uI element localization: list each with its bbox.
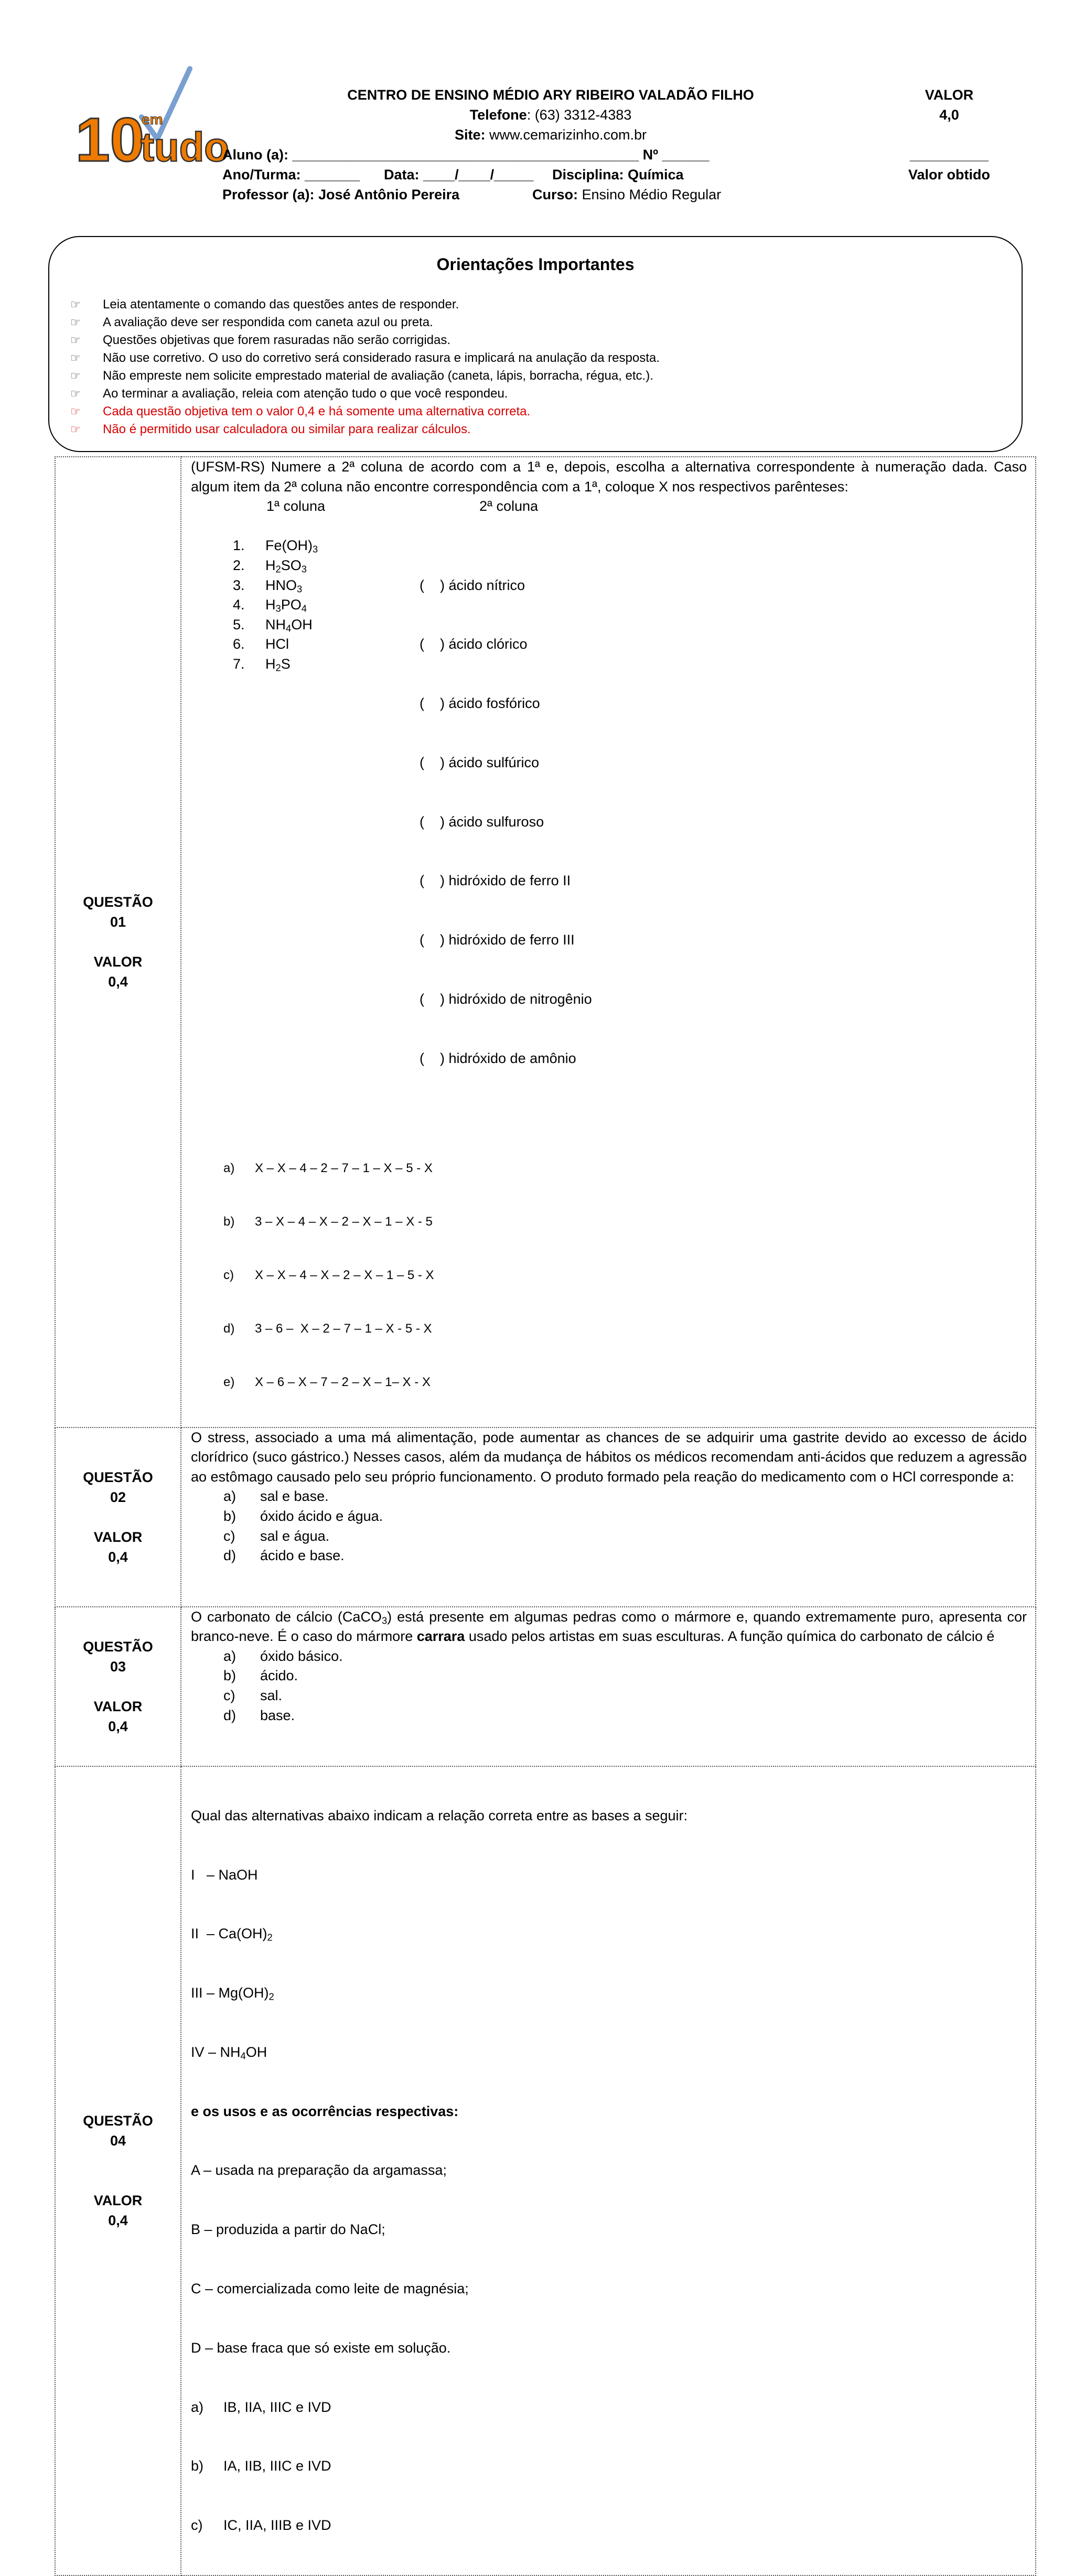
use-b: B – produzida a partir do NaCl; — [191, 2221, 385, 2238]
question-body — [181, 1427, 1036, 1607]
curso-label: Curso: — [532, 187, 578, 202]
disciplina: Disciplina: Química — [552, 167, 684, 183]
list-item[interactable]: ( ) hidróxido de ferro II — [420, 873, 571, 889]
option-c[interactable]: c) IC, IIA, IIIB e IVD — [191, 2517, 331, 2534]
option-c[interactable]: c) X – X – 4 – X – 2 – X – 1 – 5 - X — [223, 1268, 434, 1282]
column-titles: 1ª coluna 2ª coluna — [266, 498, 539, 514]
matching-columns — [191, 536, 1027, 1108]
question-label-cell: QUESTÃO 01 VALOR 0,4 — [55, 457, 181, 1427]
school-logo — [73, 66, 229, 175]
option-d[interactable]: d) ácido e base. — [223, 1548, 345, 1564]
question-body — [181, 1607, 1036, 1766]
site-line — [336, 125, 766, 145]
valor-obtido-label: Valor obtido — [908, 167, 990, 183]
option-d[interactable]: d) base. — [223, 1707, 295, 1723]
option-c[interactable]: c) sal. — [223, 1687, 283, 1703]
option-b[interactable]: b) 3 – X – 4 – X – 2 – X – 1 – X - 5 — [223, 1214, 433, 1229]
list-item: ☞ Não use corretivo. O uso do corretivo será considerado rasura e implicará na anulação da resposta. — [70, 349, 660, 367]
valor-label: VALOR — [925, 87, 974, 103]
list-item: ☞ Leia atentamente o comando das questões antes de responder. — [70, 296, 660, 314]
question-statement: O stress, associado a uma má alimentação, pode aumentar as chances de se adquirir uma gastrite devido ao excesso de ácido clorídrico (suco gástrico.) Nesses casos, além da mudança de hábitos os médicos recomendam anti-ácidos que reduzem a agressão ao estômago causado pelo seu próprio funcionamento. O produto formado pela reação do medicamento com o HCl corresponde a: — [191, 1429, 1027, 1485]
use-d: D – base fraca que só existe em solução. — [191, 2339, 451, 2356]
list-item[interactable]: ( ) ácido nítrico — [420, 577, 525, 593]
site-label: Site: — [454, 127, 486, 143]
pointing-hand-icon: ☞ — [70, 423, 81, 436]
list-item[interactable]: ( ) ácido clórico — [420, 636, 528, 652]
option-c[interactable]: c) sal e água. — [223, 1528, 330, 1544]
question-row-04 — [55, 1766, 1036, 2575]
question-body — [181, 457, 1036, 1427]
orientations-box — [48, 236, 1023, 452]
list-item[interactable]: ( ) ácido sulfúrico — [420, 754, 540, 770]
pointing-hand-icon: ☞ — [70, 405, 81, 418]
pointing-hand-icon: ☞ — [70, 369, 81, 382]
base-iv: IV – $NH_4OH$ — [191, 2044, 267, 2062]
base-ii: II – $Ca(OH)_2$ — [191, 1926, 273, 1943]
base-i: I – NaOH — [191, 1866, 258, 1883]
valor-obtido-line[interactable]: __________ — [909, 147, 989, 163]
option-a[interactable]: a) sal e base. — [223, 1488, 329, 1505]
question-row-01 — [55, 457, 1036, 1427]
option-a[interactable]: a) IB, IIA, IIIC e IVD — [191, 2399, 331, 2415]
question-label-cell: QUESTÃO 02 VALOR 0,4 — [55, 1427, 181, 1607]
phone-line — [336, 105, 766, 125]
logo-tudo: tudo — [141, 124, 229, 170]
base-iii: III – $Mg(OH)_2$ — [191, 1985, 274, 2002]
list-item[interactable]: ( ) ácido sulfuroso — [420, 813, 544, 830]
question-statement: Qual das alternativas abaixo indicam a relação correta entre as bases a seguir: — [191, 1807, 688, 1823]
question-statement: O carbonato de cálcio (CaCO$_3$) está presente em algumas pedras como o mármore e, quando extremamente puro, apresenta cor branco-neve. É o caso do mármore carrara usado pelos artistas em suas esculturas. A função química do carbonato de cálcio é — [191, 1608, 1027, 1645]
question-label-cell: QUESTÃO 04 VALOR 0,4 — [55, 1766, 181, 2575]
curso-line — [532, 185, 721, 205]
option-a[interactable]: a) óxido básico. — [223, 1648, 343, 1664]
orientations-list — [70, 296, 660, 438]
pointing-hand-icon: ☞ — [70, 316, 81, 329]
option-e[interactable]: e) X – 6 – X – 7 – 2 – X – 1– X - X — [223, 1375, 431, 1389]
list-item: ☞ A avaliação deve ser respondida com caneta azul ou preta. — [70, 314, 660, 331]
list-item[interactable]: ( ) hidróxido de nitrogênio — [420, 991, 592, 1007]
list-item-red: ☞ Não é permitido usar calculadora ou similar para realizar cálculos. — [70, 421, 660, 438]
list-item-red: ☞ Cada questão objetiva tem o valor 0,4 e há somente uma alternativa correta. — [70, 403, 660, 421]
list-item[interactable]: ( ) hidróxido de amônio — [420, 1050, 576, 1066]
aluno-field[interactable]: Aluno (a): ____________________________________________ Nº ______ — [222, 147, 710, 163]
pointing-hand-icon: ☞ — [70, 334, 81, 347]
phone-label: Telefone — [469, 107, 527, 123]
pointing-hand-icon: ☞ — [70, 351, 81, 364]
list-item[interactable]: ( ) ácido fosfórico — [420, 695, 540, 712]
orientations-title: Orientações Importantes — [436, 255, 635, 274]
list-item[interactable]: ( ) hidróxido de ferro III — [420, 932, 575, 948]
questions-table — [55, 456, 1036, 2576]
data-field[interactable]: Data: ____/____/_____ — [384, 167, 534, 183]
list-item: ☞ Questões objetivas que forem rasuradas não serão corrigidas. — [70, 331, 660, 349]
answer-options — [191, 1124, 1027, 1427]
question-row-03 — [55, 1607, 1036, 1766]
question-label-cell: QUESTÃO 03 VALOR 0,4 — [55, 1607, 181, 1766]
ano-turma-field[interactable]: Ano/Turma: _______ — [222, 167, 360, 183]
option-d[interactable]: d) 3 – 6 – X – 2 – 7 – 1 – X - 5 - X — [223, 1321, 432, 1336]
option-a[interactable]: a) X – X – 4 – 2 – 7 – 1 – X – 5 - X — [223, 1161, 433, 1175]
option-b[interactable]: b) óxido ácido e água. — [223, 1508, 383, 1524]
logo-number: 10 — [76, 105, 145, 175]
phone-number: : (63) 3312-4383 — [527, 107, 632, 123]
question-statement: (UFSM-RS) Numere a 2ª coluna de acordo com a 1ª e, depois, escolha a alternativa correspondente à numeração dada. Caso algum item da 2ª coluna não encontre correspondência com a 1ª, coloque X nos respectivos parênteses: — [191, 459, 1027, 495]
list-item: ☞ Não empreste nem solicite emprestado material de avaliação (caneta, lápis, borracha, régua, etc.). — [70, 367, 660, 385]
question-body — [181, 1766, 1036, 2575]
use-a: A – usada na preparação da argamassa; — [191, 2162, 447, 2178]
professor: Professor (a): José Antônio Pereira — [222, 187, 460, 202]
column-1: 1. $Fe(OH)_3$ 2. $H_2SO_3$ 3. $HNO_3$ 4. $H_3PO_4$ 5. $NH_4OH$ 6. HCl 7. $H_2S$ — [233, 538, 318, 673]
valor-total: 4,0 — [939, 107, 959, 123]
pointing-hand-icon: ☞ — [70, 298, 81, 311]
question-row-02 — [55, 1427, 1036, 1607]
curso-value: Ensino Médio Regular — [578, 187, 722, 202]
logo-em: em — [142, 111, 163, 127]
option-b[interactable]: b) IA, IIB, IIIC e IVD — [191, 2458, 331, 2474]
school-name: CENTRO DE ENSINO MÉDIO ARY RIBEIRO VALADÃO FILHO — [347, 87, 754, 103]
pointing-hand-icon: ☞ — [70, 387, 81, 400]
uses-title: e os usos e as ocorrências respectivas: — [191, 2103, 459, 2119]
site-url: www.cemarizinho.com.br — [485, 127, 647, 143]
option-b[interactable]: b) ácido. — [223, 1668, 298, 1684]
use-c: C – comercializada como leite de magnésia; — [191, 2281, 469, 2297]
list-item: ☞ Ao terminar a avaliação, releia com atenção tudo o que você respondeu. — [70, 385, 660, 403]
column-2 — [420, 536, 592, 1108]
